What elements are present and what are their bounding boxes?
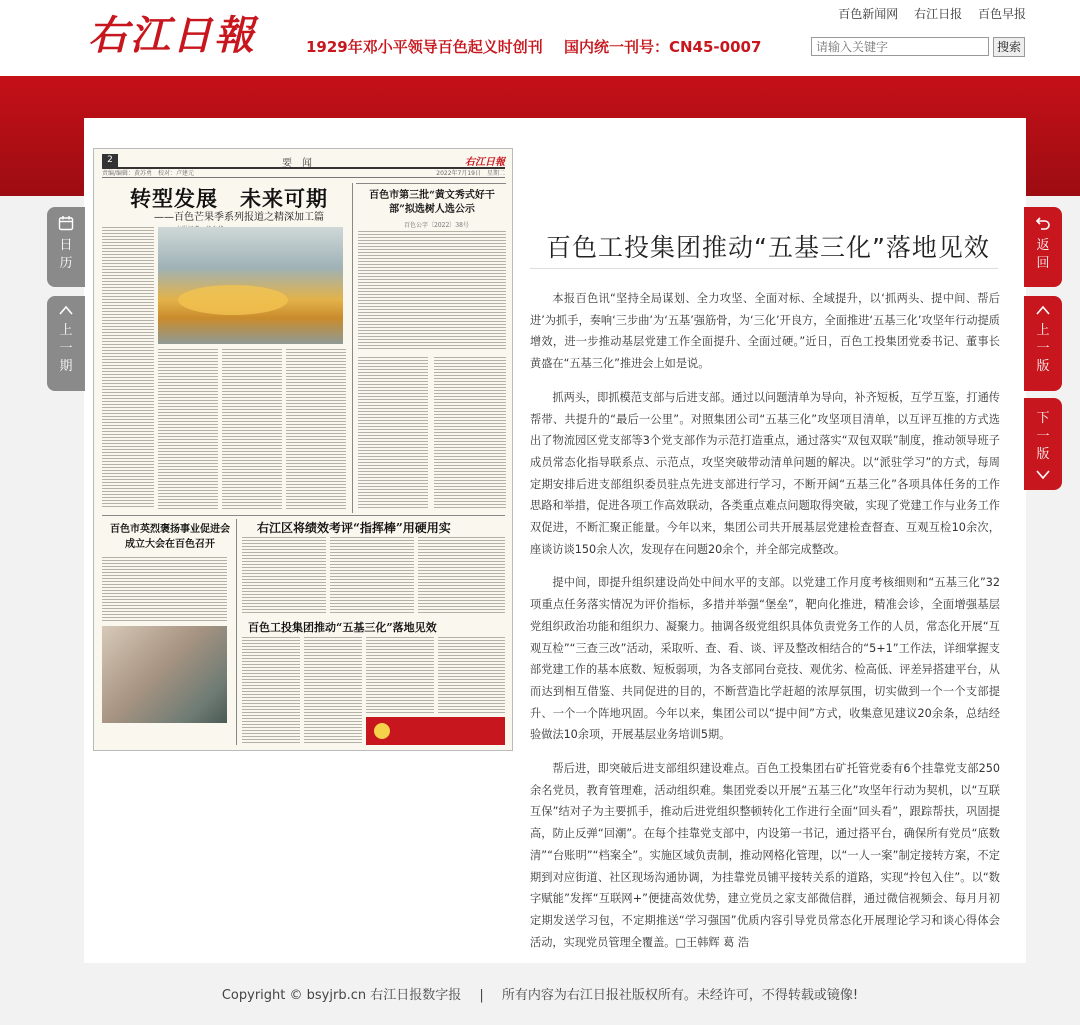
text-column [102, 227, 154, 509]
search-button[interactable]: 搜索 [993, 37, 1025, 57]
back-button[interactable] [1024, 207, 1062, 287]
top-link-bszb[interactable]: 百色早报 [977, 7, 1026, 21]
text-column [102, 557, 227, 621]
text-column [286, 349, 346, 509]
article-body [530, 288, 1000, 965]
column-divider [352, 183, 353, 513]
prev-page-button[interactable] [1024, 296, 1062, 391]
headline-right-byline: 百色公字〔2022〕38号 [404, 222, 469, 229]
footer-separator: | [479, 988, 484, 1003]
text-column [366, 637, 434, 713]
calendar-label: 日历 [59, 238, 73, 271]
text-column [438, 637, 505, 713]
footer-copyright: Copyright © bsyjrb.cn 右江日报数字报 [221, 988, 462, 1003]
top-link-yjrb[interactable]: 右江日报 [914, 7, 963, 21]
title-divider [530, 268, 998, 269]
slogan-issn: 国内统一刊号：CN45-0007 [563, 38, 762, 56]
mango-factory-photo[interactable] [158, 227, 343, 344]
search-input[interactable] [811, 37, 989, 56]
page-section: 要 闻 [282, 158, 312, 169]
paper-masthead [102, 154, 505, 169]
column-divider [236, 519, 237, 745]
chevron-down-icon [1035, 468, 1051, 480]
box-border [356, 183, 506, 184]
headline-right[interactable]: 百色市第三批“黄文秀式好干部”拟选树人选公示 [369, 190, 495, 215]
text-column [358, 357, 428, 509]
return-icon [1035, 215, 1051, 231]
site-logo[interactable]: 右江日報 [88, 12, 256, 59]
newspaper-page[interactable] [93, 148, 513, 751]
article-paragraph: 帮后进，即突破后进支部组织建设难点。百色工投集团右矿托管党委有6个挂靠党支部250余名党员，教育管理难，活动组织难。集团党委以开展“五基三化”攻坚年行动为契机，以“互联互保”结对子为主要抓手，推动后进党组织整顿转化工作进行全面“回头看”，跟踪帮扶，巩固提高，防止反弹“回潮”。在每个挂靠党支部中，内设第一书记，通过搭平台，确保所有党员“底数清”“台账明”“档案全”。实施区域负责制，推动网格化管理，以“一人一案”制定接转方案，不定期到对应街道、社区现场沟通协调，为挂靠党员铺平接转关系的道路，实现“拎包入住”。以“数字赋能”发挥“互联网+”便捷高效优势，建立党员之家支部微信群，通过微信视频会、每月月初定期发送学习包，不定期推送“学习强国”优质内容引导党员常态化开展理论学习和谈心得体会活动，实现党员管理全覆盖。□王韩辉 葛 浩 [530, 762, 1000, 949]
article-paragraph: 提中间，即提升组织建设尚处中间水平的支部。以党建工作月度考核细则和“五基三化”32项重点任务落实情况为评价指标，多措并举强“堡垒”，靶向化推进，精准会诊，全面增强基层党组织政治功能和组织力、凝聚力。抽调各级党组织具体负责党务工作的人员，常态化开展“互观互检”“三查三改”活动，采取听、查、看、谈、评及整改相结合的“5+1”工作法，详细掌握支部党建工作的基本底数、短板弱项，为各支部同台竞技、观优劣、检高低、评差异搭建平台，从而达到相互借鉴、共同促进的目的，不断营造比学赶超的浓厚氛围，切实做到一个一个支部提升、一个一个阵地巩固。今年以来，集团公司以“提中间”方式，收集意见建议20余条，总结经验做法10余项，开展基层业务培训5期。 [530, 576, 1000, 742]
article-title: 百色工投集团推动“五基三化”落地见效 [546, 233, 990, 262]
paper-meta-left: 责编/编辑：黄苏勇 校对：卢建元 [102, 170, 195, 177]
elderly-visit-photo[interactable] [102, 626, 227, 723]
text-column [304, 637, 362, 743]
article-paragraph: 本报百色讯“坚持全局谋划、全力攻坚、全面对标、全域提升，以‘抓两头、提中间、帮后进’为抓手，奏响‘三步曲’为‘五基’强筋骨，为‘三化’开良方，全面推进‘五基三化’攻坚年行动提质增效，进一步推动基层党建工作全面提升、全面过硬。”近日，百色工投集团党委书记、董事长黄盛在“五基三化”推进会上如是说。 [530, 292, 1000, 371]
chevron-up-icon [58, 304, 74, 316]
headline-left2[interactable]: 百色市英烈褒扬事业促进会成立大会在百色召开 [110, 524, 230, 550]
paper-meta [102, 171, 505, 178]
article-paragraph: 抓两头，即抓模范支部与后进支部。通过以问题清单为导向，补齐短板，互学互鉴，打通传帮带、共提升的“最后一公里”。对照集团公司“五基三化”攻坚项目清单，以互评互推的方式选出了物流园区党支部等3个党支部作为示范打造重点，通过落实“双包双联”制度，推动领导班子成员常态化指导联系点、示范点，攻坚突破带动清单问题的解决。以“派驻学习”的方式，每周定期安排后进支部组织委员驻点先进支部进行学习，不断开阔“五基三化”各项具体任务的工作思路和举措，促进各项工作高效联动，各类重点难点问题取得突破，实现了党建工作与业务工作双促进，不断汇聚正能量。今年以来，集团公司共开展基层党建检查督查、互观互检10余次，座谈访谈150余人次，发现存在问题20余个，并全部完成整改。 [530, 390, 1000, 556]
prev-issue-label: 上一期 [59, 323, 73, 374]
prev-page-label: 上一版 [1036, 323, 1050, 374]
text-column [434, 357, 506, 509]
paper-logo: 右江日報 [465, 157, 505, 168]
page-number: 2 [102, 154, 118, 167]
headline-main[interactable]: 转型发展 未来可期 [130, 186, 328, 211]
text-column [222, 349, 282, 509]
headline-bottom[interactable]: 百色工投集团推动“五基三化”落地见效 [248, 621, 437, 634]
text-column [158, 349, 218, 509]
text-column [418, 537, 505, 613]
calendar-button[interactable] [47, 207, 85, 287]
paper-meta-right: 2022年7月19日 星期二 [436, 170, 505, 177]
slogan [306, 36, 777, 57]
back-label: 返回 [1036, 238, 1050, 271]
prev-issue-button[interactable] [47, 296, 85, 391]
section-divider [102, 515, 505, 516]
text-column [358, 231, 506, 351]
next-page-button[interactable] [1024, 398, 1062, 490]
top-links [826, 5, 1026, 22]
footer-rights: 所有内容为右江日报社版权所有。未经许可，不得转载或镜像! [501, 988, 859, 1003]
next-page-label: 下一版 [1036, 411, 1050, 462]
site-header [0, 0, 1080, 76]
headline-mid[interactable]: 右江区将绩效考评“指挥棒”用硬用实 [257, 521, 451, 535]
text-column [242, 637, 300, 743]
chevron-up-icon [1035, 304, 1051, 316]
slogan-founding: 1929年邓小平领导百色起义时创刊 [306, 38, 543, 56]
page-footer [0, 984, 1080, 1003]
calendar-icon [58, 215, 74, 231]
text-column [242, 537, 326, 613]
top-link-bsnews[interactable]: 百色新闻网 [838, 7, 899, 21]
issue-date: 2022年07月19日 [93, 124, 223, 143]
text-column [330, 537, 414, 613]
party-ad-banner [366, 717, 505, 745]
headline-main-subtitle: ——百色芒果季系列报道之精深加工篇 [154, 212, 324, 223]
